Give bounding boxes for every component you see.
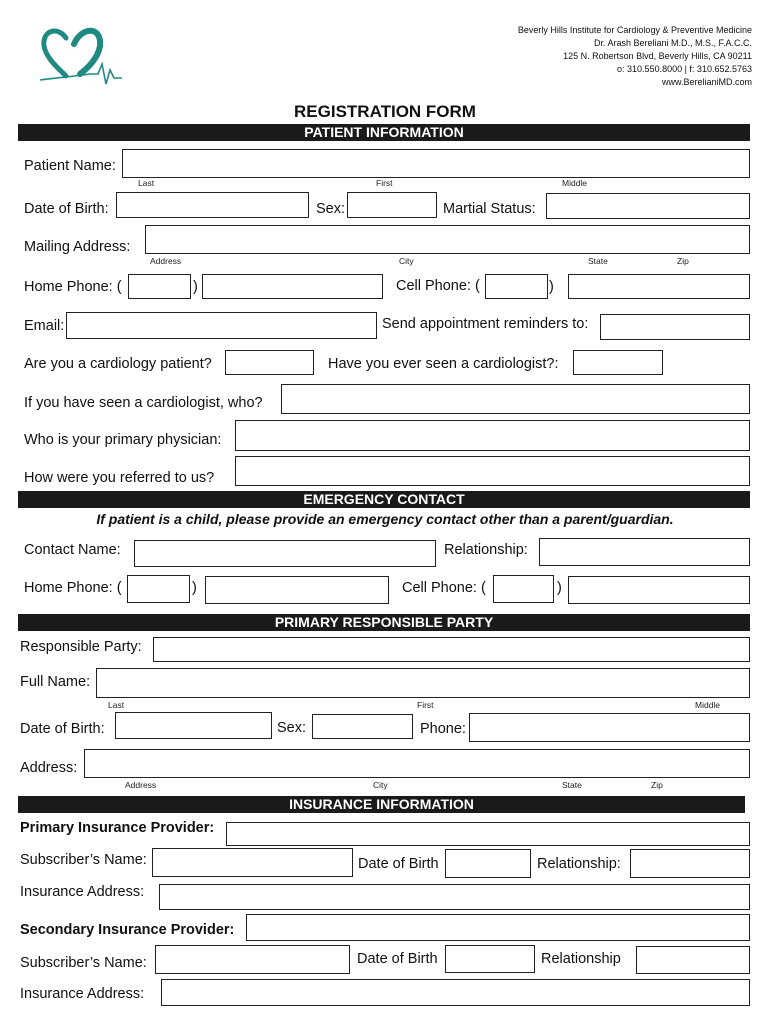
marital-status-label: Martial Status: <box>443 201 536 217</box>
rp-zip-sub: Zip <box>651 780 663 790</box>
full-name-input[interactable] <box>96 668 750 698</box>
which-cardiologist-input[interactable] <box>281 384 750 414</box>
ins-address2-label: Insurance Address: <box>20 986 145 1002</box>
seen-cardiologist-input[interactable] <box>573 350 663 375</box>
cell-phone-number-input[interactable] <box>568 274 750 299</box>
ec-cell-phone-number-input[interactable] <box>568 576 750 604</box>
patient-last-sub: Last <box>138 178 155 188</box>
ins-address1-input[interactable] <box>159 884 750 910</box>
patient-name-input[interactable] <box>122 149 750 178</box>
rp-address-sub: Address <box>125 780 157 790</box>
ins-address1-label: Insurance Address: <box>20 884 145 900</box>
rp-address-input[interactable] <box>84 749 750 778</box>
mailing-address-input[interactable] <box>145 225 750 254</box>
subscriber1-input[interactable] <box>152 848 353 877</box>
cell-phone-paren: ) <box>549 279 554 295</box>
home-phone-paren: ) <box>193 279 198 295</box>
cell-phone-area-input[interactable] <box>485 274 548 299</box>
reminders-input[interactable] <box>600 314 750 340</box>
patient-first-sub: First <box>376 178 393 188</box>
home-phone-number-input[interactable] <box>202 274 383 299</box>
ins-address2-input[interactable] <box>161 979 750 1006</box>
relationship1-label: Relationship: <box>537 856 621 872</box>
mailing-state-sub: State <box>588 256 608 266</box>
ec-cell-phone-area-input[interactable] <box>493 575 554 603</box>
secondary-insurance-label: Secondary Insurance Provider: <box>20 922 235 938</box>
rp-phone-input[interactable] <box>469 713 750 742</box>
responsible-party-label: Responsible Party: <box>20 639 142 655</box>
rp-sex-input[interactable] <box>312 714 413 739</box>
primary-insurance-input[interactable] <box>226 822 750 846</box>
ec-cell-phone-paren: ) <box>557 580 562 596</box>
ec-home-phone-label: Home Phone: ( <box>24 580 122 596</box>
mailing-zip-sub: Zip <box>677 256 689 266</box>
primary-physician-input[interactable] <box>235 420 750 451</box>
rp-last-sub: Last <box>108 700 125 710</box>
patient-sex-input[interactable] <box>347 192 437 218</box>
home-phone-label: Home Phone: ( <box>24 279 122 295</box>
institute-website[interactable]: www.BerelianiMD.com <box>661 77 752 87</box>
institute-name: Beverly Hills Institute for Cardiology & Preventive Medicine <box>517 25 752 35</box>
full-name-label: Full Name: <box>20 674 91 690</box>
section-emergency-contact: EMERGENCY CONTACT <box>18 491 750 508</box>
rp-address-label: Address: <box>20 760 78 776</box>
ec-home-phone-area-input[interactable] <box>127 575 190 603</box>
heart-logo-icon <box>36 24 128 88</box>
rp-dob-input[interactable] <box>115 712 272 739</box>
referred-input[interactable] <box>235 456 750 486</box>
dob2-input[interactable] <box>445 945 535 973</box>
patient-sex-label: Sex: <box>316 201 346 217</box>
email-input[interactable] <box>66 312 377 339</box>
rp-first-sub: First <box>417 700 434 710</box>
marital-status-input[interactable] <box>546 193 750 219</box>
ec-home-phone-number-input[interactable] <box>205 576 389 604</box>
relationship1-input[interactable] <box>630 849 750 878</box>
contact-name-input[interactable] <box>134 540 436 567</box>
patient-name-label: Patient Name: <box>24 158 116 174</box>
patient-dob-label: Date of Birth: <box>24 201 109 217</box>
secondary-insurance-input[interactable] <box>246 914 750 941</box>
rp-middle-sub: Middle <box>695 700 721 710</box>
reminders-label: Send appointment reminders to: <box>382 316 589 332</box>
cardiology-patient-label: Are you a cardiology patient? <box>24 356 212 372</box>
ec-cell-phone-label: Cell Phone: ( <box>402 580 486 596</box>
subscriber2-input[interactable] <box>155 945 350 974</box>
relationship2-label: Relationship <box>541 951 621 967</box>
which-cardiologist-label: If you have seen a cardiologist, who? <box>24 395 263 411</box>
referred-label: How were you referred to us? <box>24 470 215 486</box>
seen-cardiologist-label: Have you ever seen a cardiologist?: <box>328 356 559 372</box>
responsible-party-input[interactable] <box>153 637 750 662</box>
rp-phone-label: Phone: <box>420 721 466 737</box>
dob2-label: Date of Birth <box>357 951 438 967</box>
section-responsible-party: PRIMARY RESPONSIBLE PARTY <box>18 614 750 631</box>
rp-dob-label: Date of Birth: <box>20 721 105 737</box>
mailing-address-sub: Address <box>150 256 182 266</box>
home-phone-area-input[interactable] <box>128 274 191 299</box>
patient-middle-sub: Middle <box>562 178 588 188</box>
subscriber2-label: Subscriber’s Name: <box>20 955 147 971</box>
relationship2-input[interactable] <box>636 946 750 974</box>
rp-sex-label: Sex: <box>277 720 307 736</box>
section-patient-information: PATIENT INFORMATION <box>18 124 750 141</box>
institute-address: 125 N. Robertson Blvd, Beverly Hills, CA 90211 <box>563 51 752 61</box>
section-insurance-information: INSURANCE INFORMATION <box>18 796 745 813</box>
mailing-address-label: Mailing Address: <box>24 239 131 255</box>
relationship-input[interactable] <box>539 538 750 566</box>
institute-phone: o: 310.550.8000 | f: 310.652.5763 <box>617 64 752 74</box>
primary-insurance-label: Primary Insurance Provider: <box>20 820 215 836</box>
mailing-city-sub: City <box>399 256 414 266</box>
contact-name-label: Contact Name: <box>24 542 121 558</box>
rp-city-sub: City <box>373 780 388 790</box>
rp-state-sub: State <box>562 780 582 790</box>
subscriber1-label: Subscriber’s Name: <box>20 852 147 868</box>
primary-physician-label: Who is your primary physician: <box>24 432 222 448</box>
cell-phone-label: Cell Phone: ( <box>396 278 480 294</box>
relationship-label: Relationship: <box>444 542 528 558</box>
dob1-input[interactable] <box>445 849 531 878</box>
patient-dob-input[interactable] <box>116 192 309 218</box>
doctor-name: Dr. Arash Bereliani M.D., M.S., F.A.C.C. <box>593 38 752 48</box>
form-title: REGISTRATION FORM <box>294 102 476 121</box>
dob1-label: Date of Birth <box>358 856 439 872</box>
ec-home-phone-paren: ) <box>192 580 197 596</box>
emergency-note: If patient is a child, please provide an emergency contact other than a parent/guardian. <box>96 511 674 527</box>
cardiology-patient-input[interactable] <box>225 350 314 375</box>
email-label: Email: <box>24 318 65 334</box>
